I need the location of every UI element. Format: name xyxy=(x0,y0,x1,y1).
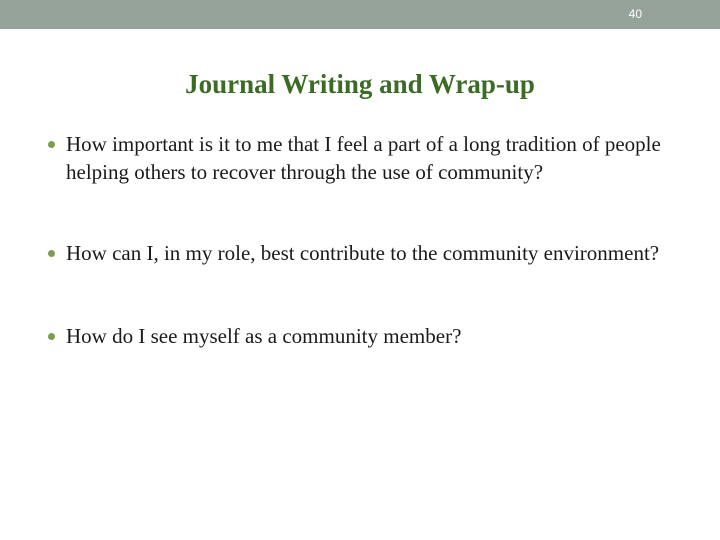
bullet-item xyxy=(48,322,688,350)
slide-title: Journal Writing and Wrap-up xyxy=(185,69,535,99)
bullet-item xyxy=(48,239,688,267)
bullet-dot-icon xyxy=(48,333,55,340)
bullet-dot-icon xyxy=(48,141,55,148)
bullet-text: How can I, in my role, best contribute to the community environment? xyxy=(66,241,660,265)
bullet-dot-icon xyxy=(48,250,55,257)
bullet-text: How important is it to me that I feel a part of a long tradition of people helping others to recover through the use of community? xyxy=(66,132,661,184)
top-bar xyxy=(0,0,720,29)
bullet-list xyxy=(48,130,688,350)
bullet-text: How do I see myself as a community member? xyxy=(66,324,462,348)
bullet-item xyxy=(48,130,688,186)
slide-number: 40 xyxy=(628,7,642,21)
